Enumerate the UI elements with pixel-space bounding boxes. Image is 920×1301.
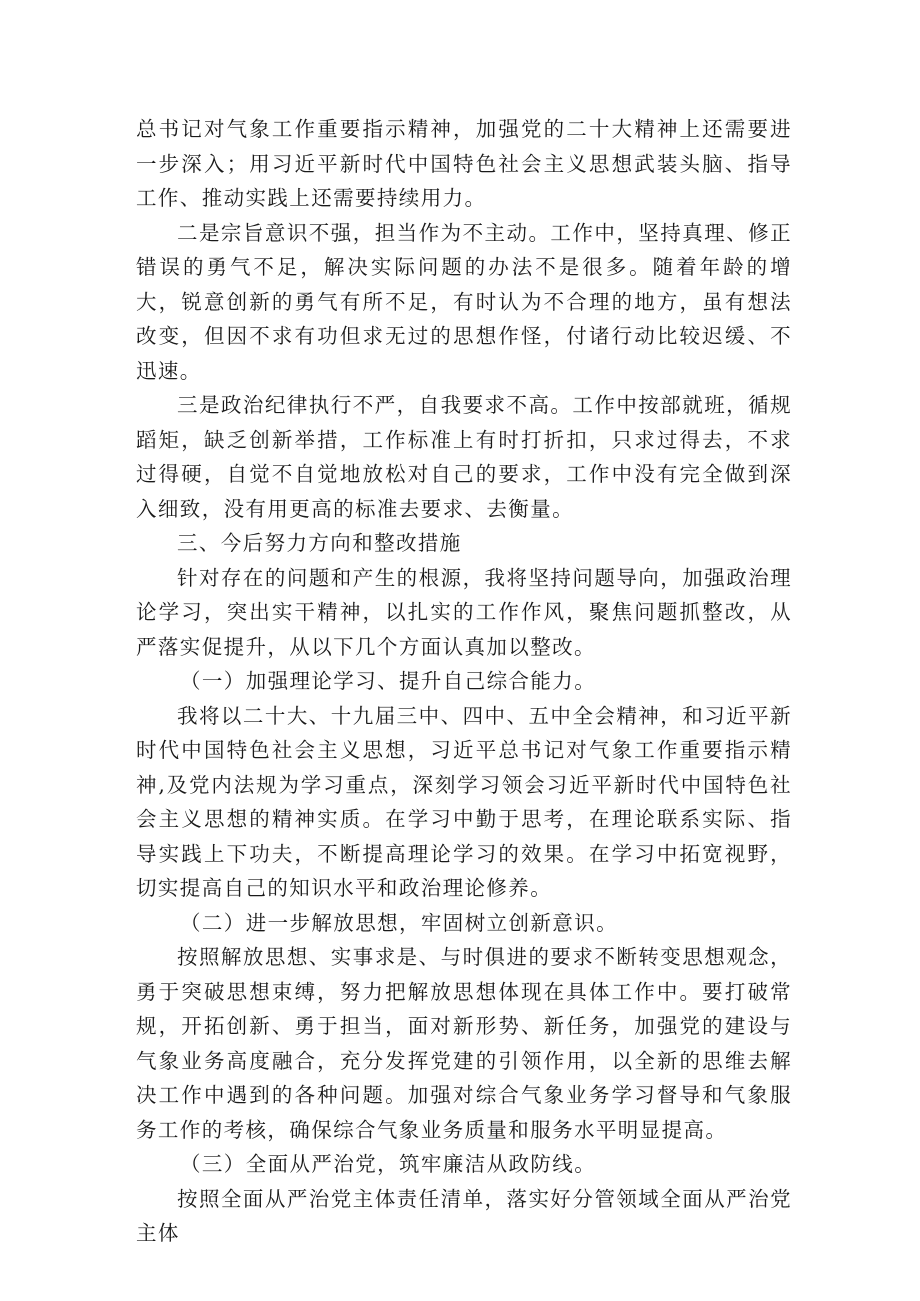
- paragraph-section-intro: 针对存在的问题和产生的根源，我将坚持问题导向，加强政治理论学习，突出实干精神，以扎实的工作作风，聚焦问题抓整改，从严落实促提升，从以下几个方面认真加以整改。: [136, 565, 792, 659]
- paragraph-point-three: 三是政治纪律执行不严，自我要求不高。工作中按部就班，循规蹈矩，缺乏创新举措，工作标准上有时打折扣，只求过得去，不求过得硬，自觉不自觉地放松对自己的要求，工作中没有完全做到深入细致，没有用更高的标准去要求、去衡量。: [136, 393, 792, 521]
- paragraph-point-two: 二是宗旨意识不强，担当作为不主动。工作中，坚持真理、修正错误的勇气不足，解决实际问题的办法不是很多。随着年龄的增大，锐意创新的勇气有所不足，有时认为不合理的地方，虽有想法改变，但因不求有功但求无过的思想作怪，付诸行动比较迟缓、不迅速。: [136, 220, 792, 383]
- paragraph-subsection-three: 按照全面从严治党主体责任清单，落实好分管领域全面从严治党主体: [136, 1186, 792, 1245]
- document-body: [136, 112, 792, 1251]
- section-heading: 三、今后努力方向和整改措施: [177, 531, 462, 555]
- paragraph-continued: 总书记对气象工作重要指示精神，加强党的二十大精神上还需要进一步深入；用习近平新时代中国特色社会主义思想武装头脑、指导工作、推动实践上还需要持续用力。: [136, 117, 792, 210]
- paragraph-subsection-two: 按照解放思想、实事求是、与时俱进的要求不断转变思想观念，勇于突破思想束缚，努力把解放思想体现在具体工作中。要打破常规，开拓创新、勇于担当，面对新形势、新任务，加强党的建设与气象业务高度融合，充分发挥党建的引领作用，以全新的思维去解决工作中遇到的各种问题。加强对综合气象业务学习督导和气象服务工作的考核，确保综合气象业务质量和服务水平明显提高。: [136, 945, 792, 1142]
- subheading-one: （一）加强理论学习、提升自己综合能力。: [180, 669, 597, 693]
- subheading-two: （二）进一步解放思想，牢固树立创新意识。: [180, 910, 618, 935]
- subheading-three: （三）全面从严治党，筑牢廉洁从政防线。: [180, 1152, 597, 1176]
- paragraph-subsection-one: 我将以二十大、十九届三中、四中、五中全会精神，和习近平新时代中国特色社会主义思想，习近平总书记对气象工作重要指示精神,及党内法规为学习重点，深刻学习领会习近平新时代中国特色社会主义思想的精神实质。在学习中勤于思考，在理论联系实际、指导实践上下功夫，不断提高理论学习的效果。在学习中拓宽视野，切实提高自己的知识水平和政治理论修养。: [136, 703, 792, 900]
